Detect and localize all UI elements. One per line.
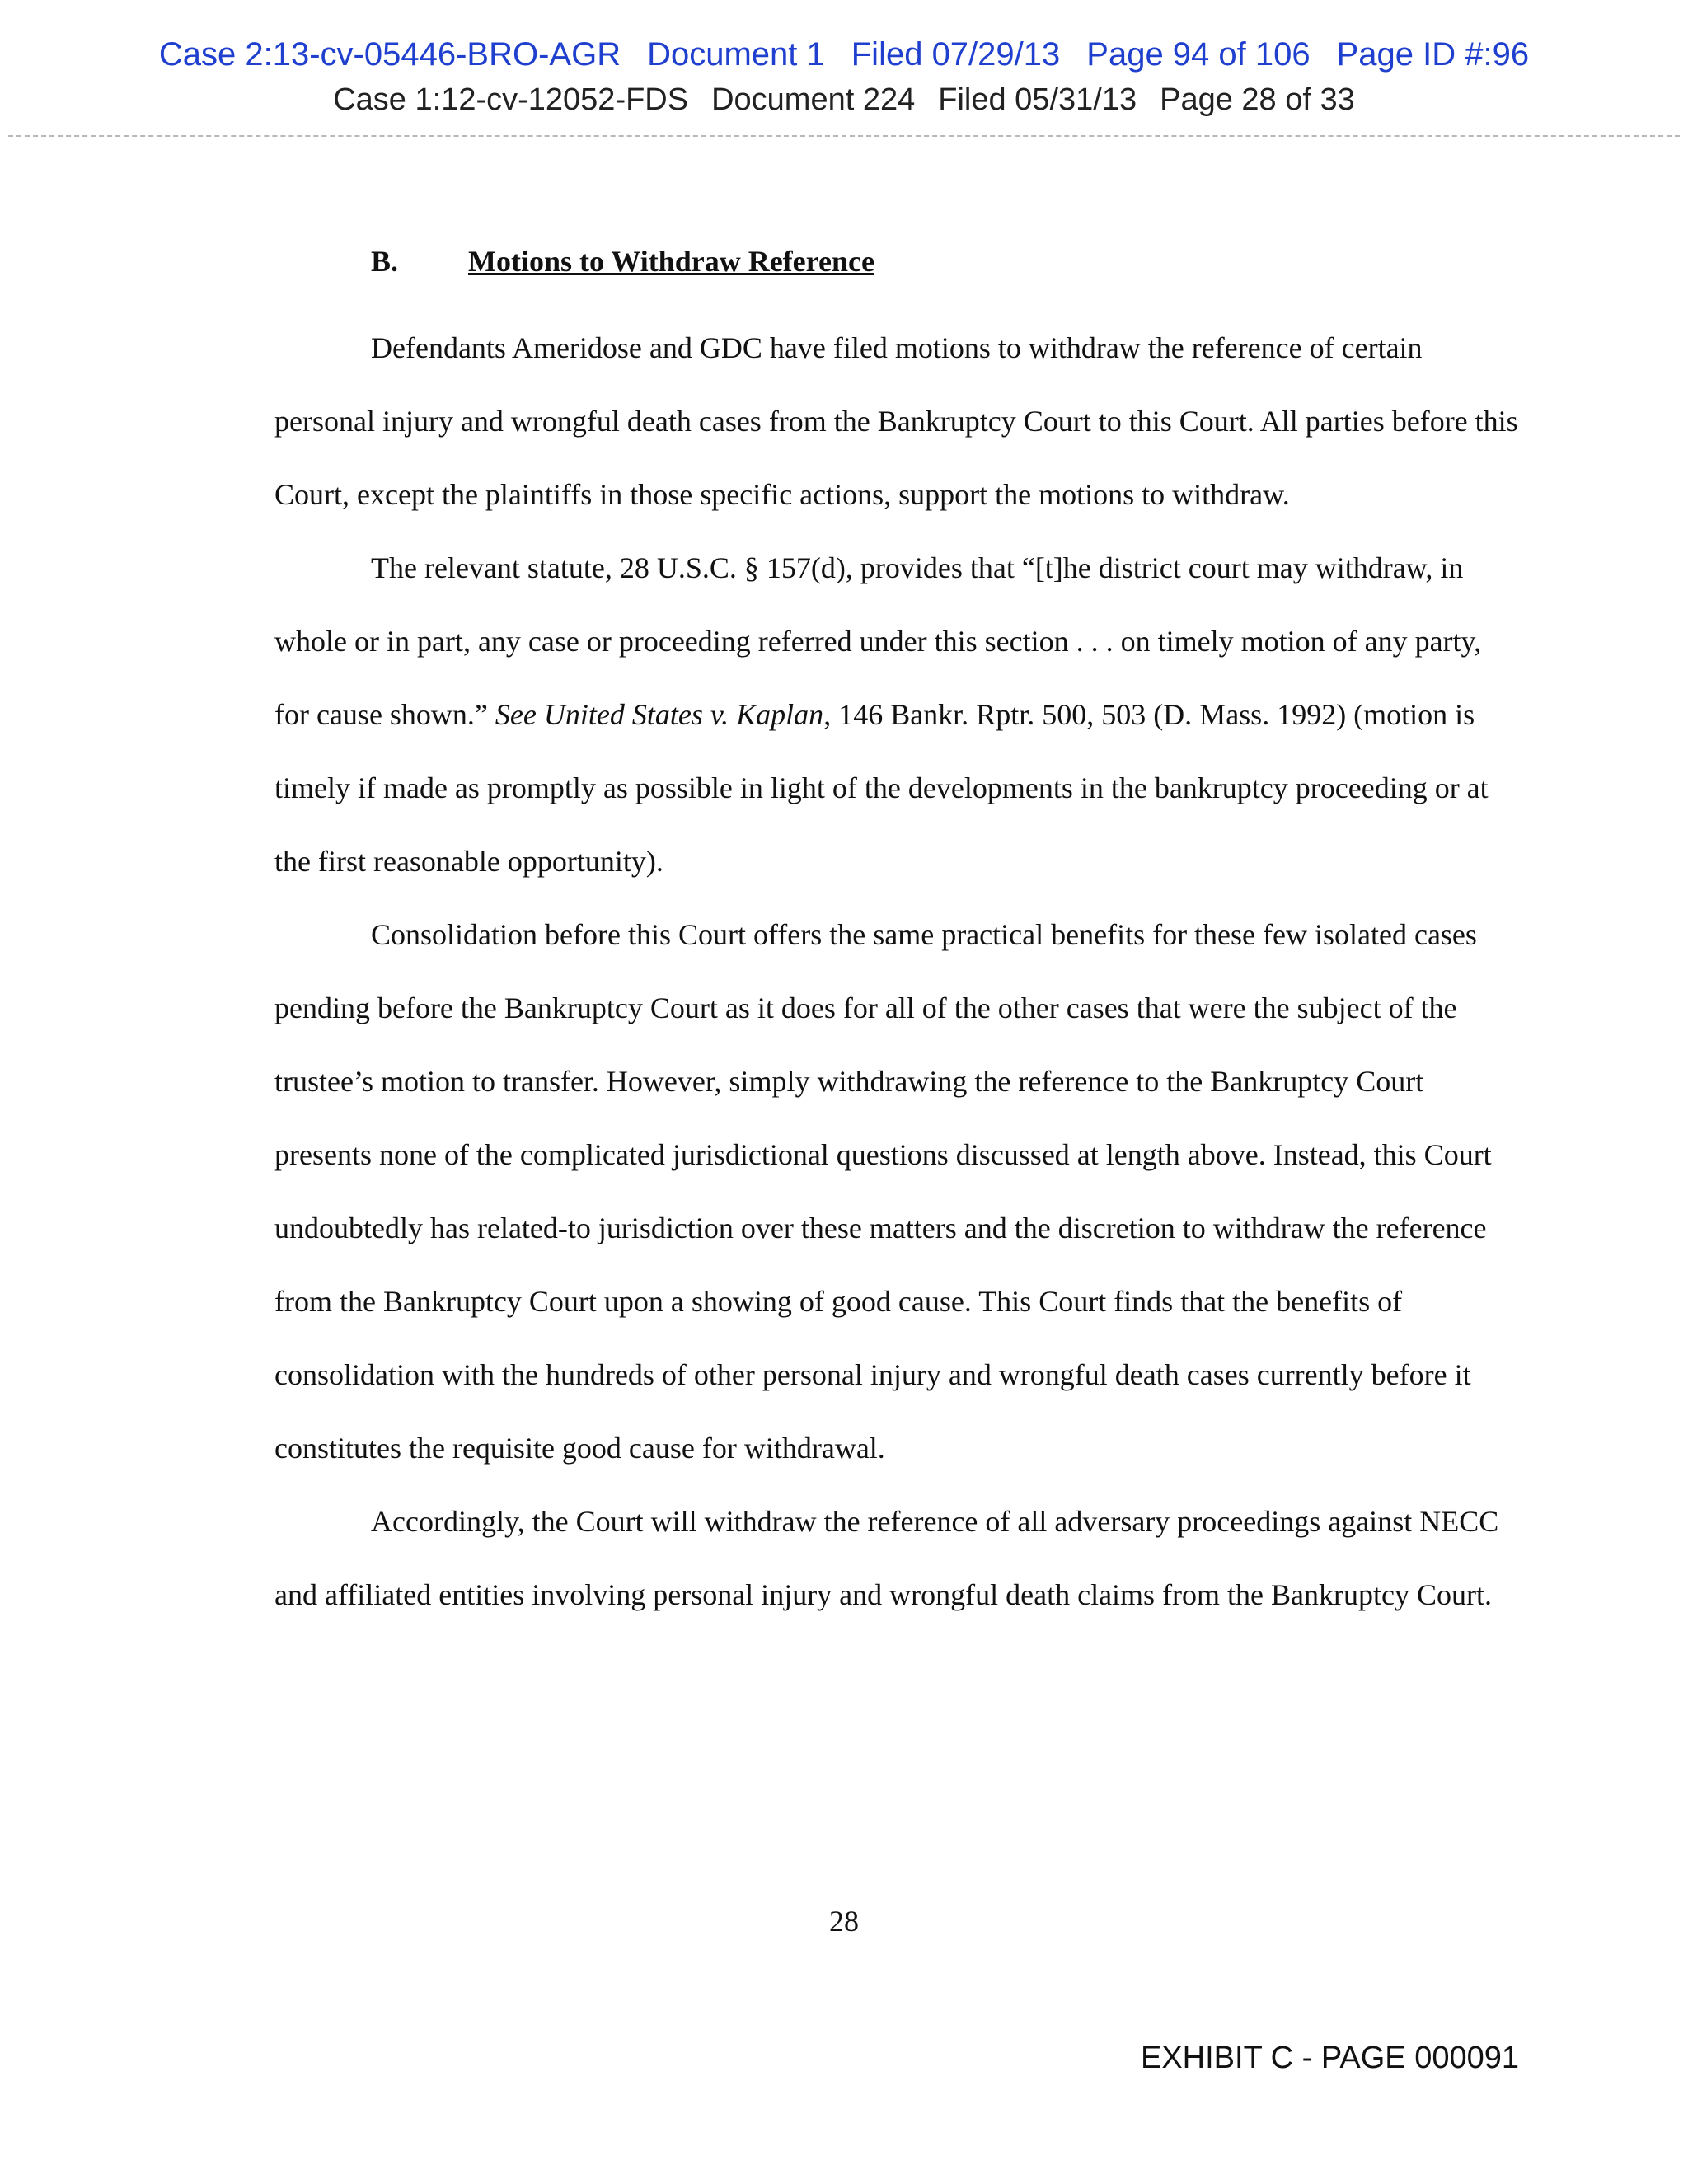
exhibit-stamp: EXHIBIT C - PAGE 000091	[1140, 2041, 1519, 2075]
paragraph-3: Consolidation before this Court offers the same practical benefits for these few isolated cases pending before the Bankruptcy Court as it does for all of the other cases that were the subject of the trustee’s motion to transfer. However, simply withdrawing the reference to the Bankruptcy Court presents none of the complicated jurisdictional questions discussed at length above. Instead, this Court undoubtedly has related-to jurisdiction over these matters and the discretion to withdraw the reference from the Bankruptcy Court upon a showing of good cause. This Court finds that the benefits of consolidation with the hundreds of other personal injury and wrongful death cases currently before it constitutes the requisite good cause for withdrawal.	[274, 918, 1492, 1465]
original-filed: Filed 05/31/13	[938, 82, 1137, 117]
stamp-page-id: Page ID #:96	[1336, 36, 1530, 73]
citation-rest: , 146 Bankr. Rptr. 500, 503 (D. Mass. 1992) (motion is timely if made as promptly as possible in light of the developments in the bankruptcy proceeding or at the first reasonable opportunity).	[274, 698, 1489, 878]
header-divider	[8, 135, 1680, 137]
opinion-body	[274, 312, 1519, 1632]
original-document: Document 224	[711, 82, 916, 117]
citation-signal: See	[495, 698, 537, 731]
original-page: Page 28 of 33	[1160, 82, 1355, 117]
case-stamp-header	[0, 36, 1688, 73]
page-number: 28	[829, 1905, 859, 1938]
paragraph-1: Defendants Ameridose and GDC have filed motions to withdraw the reference of certain personal injury and wrongful death cases from the Bankruptcy Court to this Court. All parties before this Court, except the plaintiffs in those specific actions, support the motions to withdraw.	[274, 331, 1518, 511]
stamp-filed: Filed 07/29/13	[851, 36, 1061, 73]
original-case-header	[0, 82, 1688, 118]
paragraph-2-text: The relevant statute, 28 U.S.C. § 157(d), provides that “[t]he district court may withdraw, in whole or in part, any case or proceeding referred under this section . . . on timely motion of any party, for cause shown.”	[274, 551, 1482, 731]
paragraph-4: Accordingly, the Court will withdraw the reference of all adversary proceedings against NECC and affiliated entities involving personal injury and wrongful death claims from the Bankruptcy Court.	[274, 1505, 1499, 1611]
section-letter: B.	[371, 245, 399, 278]
paragraph-2	[274, 532, 1519, 898]
section-title: Motions to Withdraw Reference	[468, 245, 874, 278]
stamp-document: Document 1	[647, 36, 825, 73]
stamp-page: Page 94 of 106	[1086, 36, 1311, 73]
section-heading	[371, 244, 874, 279]
stamp-case-number: Case 2:13-cv-05446-BRO-AGR	[158, 36, 621, 73]
original-case-number: Case 1:12-cv-12052-FDS	[333, 82, 689, 117]
citation-case-name: United States v. Kaplan	[543, 698, 824, 731]
